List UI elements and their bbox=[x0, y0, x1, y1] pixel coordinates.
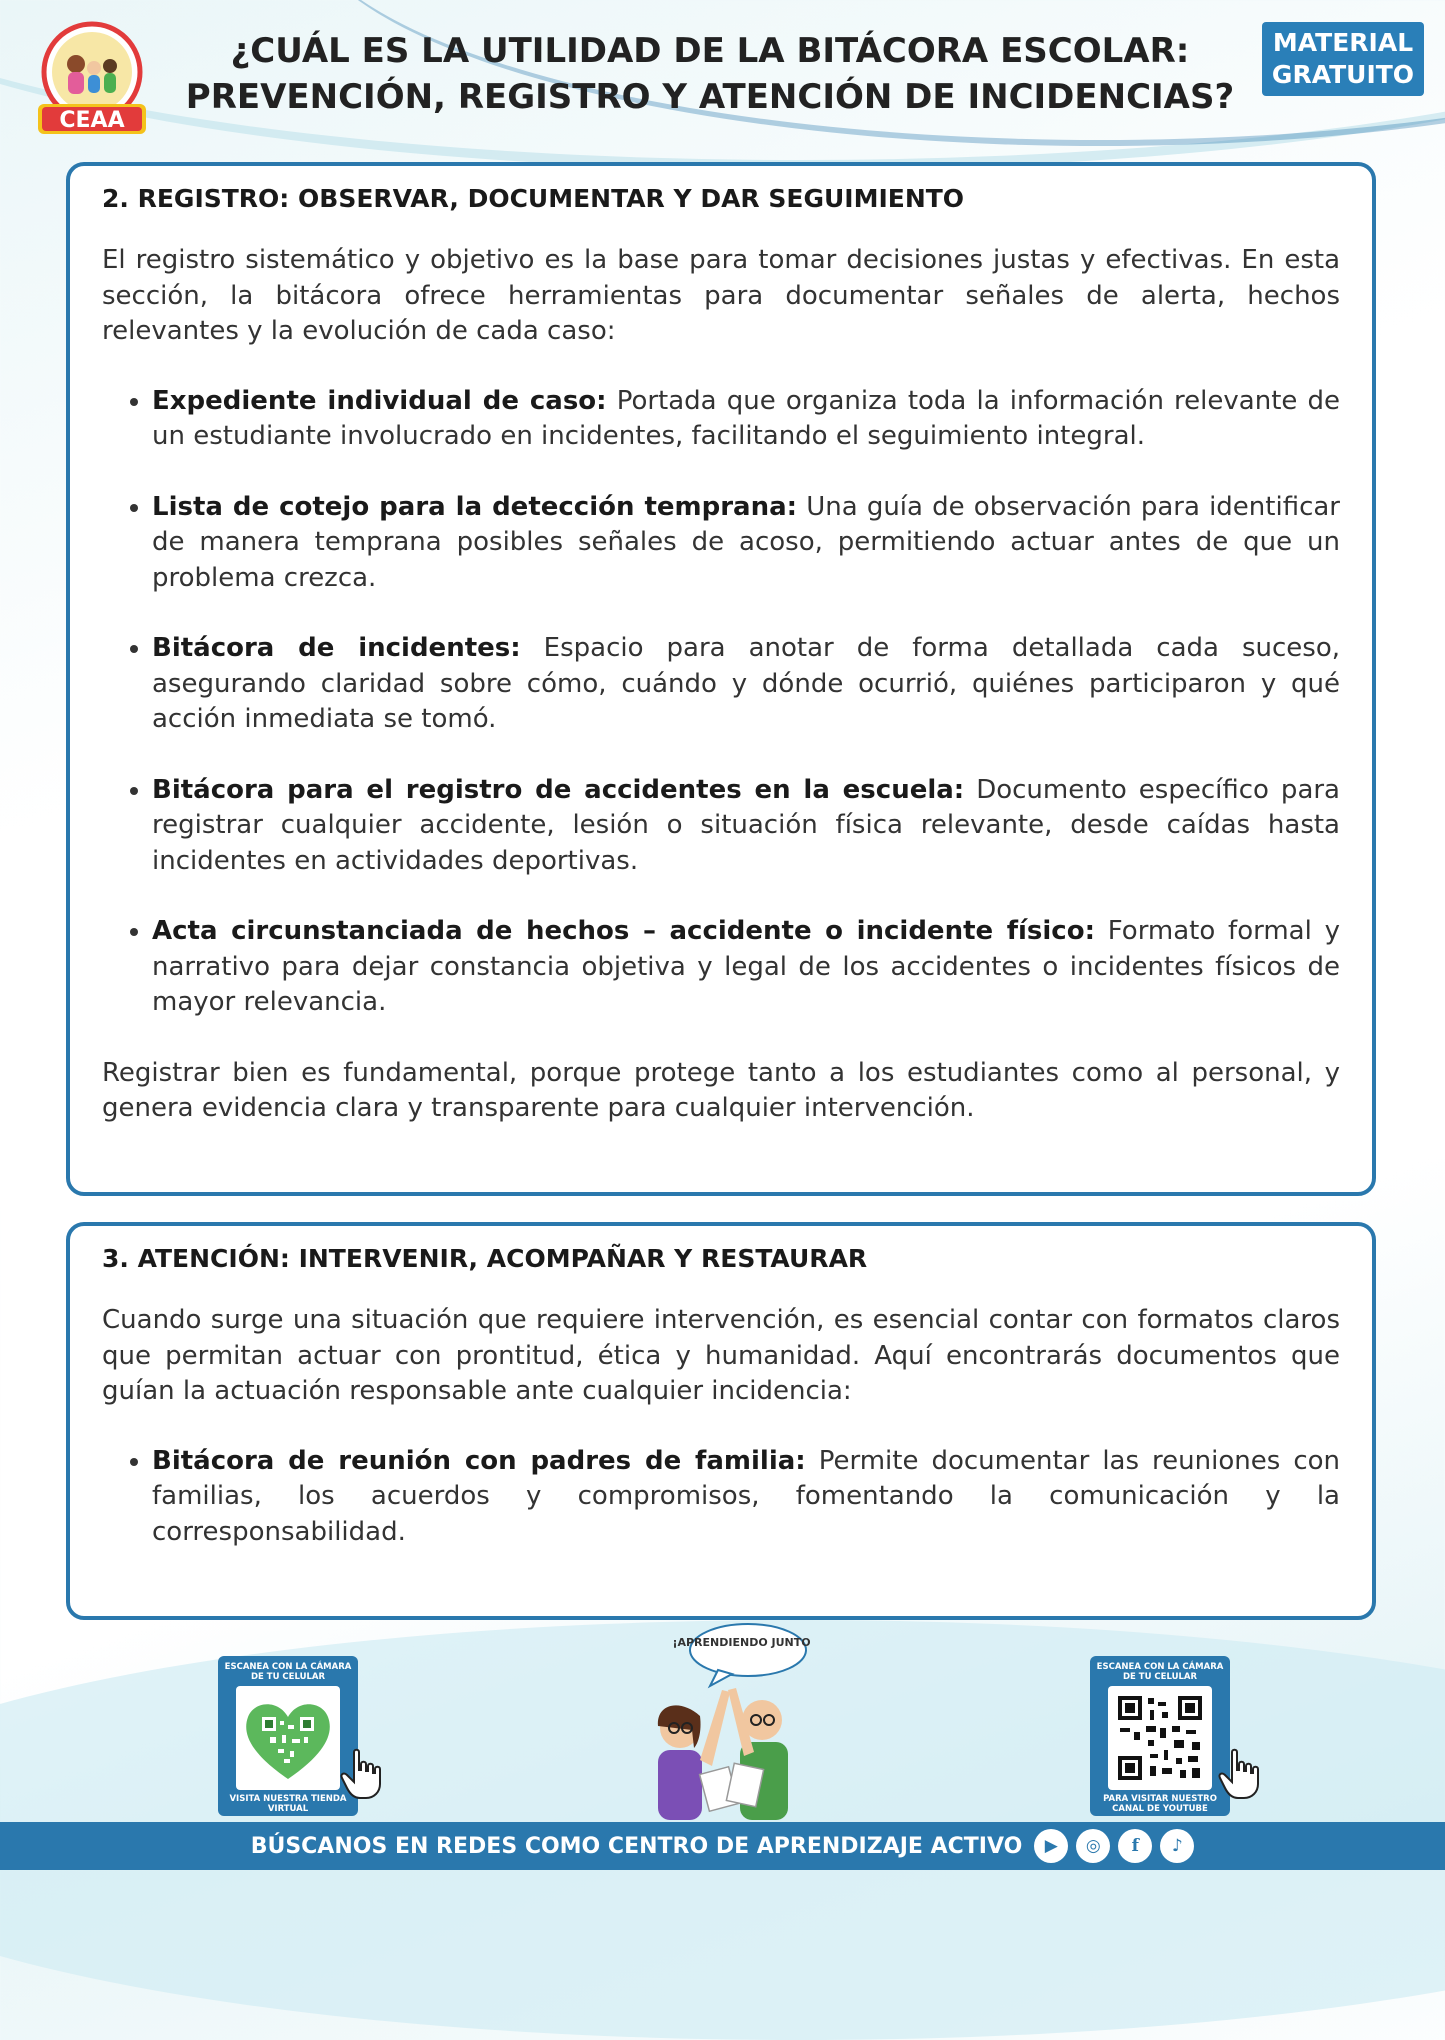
qr-caption-bottom: VISITA NUESTRA TIENDA VIRTUAL bbox=[229, 1794, 347, 1814]
heart-qr-code-icon[interactable] bbox=[236, 1686, 340, 1790]
item-text: Una guía de observación para identificar de manera temprana posibles señales de acoso, permitiendo actuar antes de que un problema crezca. bbox=[152, 491, 1340, 593]
free-material-badge bbox=[1262, 22, 1424, 96]
section-heading: 2. REGISTRO: OBSERVAR, DOCUMENTAR Y DAR SEGUIMIENTO bbox=[102, 184, 965, 213]
social-icons bbox=[1034, 1829, 1194, 1863]
list-item bbox=[152, 773, 1340, 880]
badge-line-1: MATERIAL bbox=[1272, 28, 1414, 57]
tiktok-icon[interactable]: ♪ bbox=[1160, 1829, 1194, 1863]
pointing-hand-icon bbox=[340, 1748, 386, 1800]
instagram-icon[interactable]: ◎ bbox=[1076, 1829, 1110, 1863]
list-item bbox=[152, 490, 1340, 597]
badge-line-2: GRATUITO bbox=[1271, 60, 1415, 89]
section-closing: Registrar bien es fundamental, porque protege tanto a los estudiantes como al personal, y genera evidencia clara y transparente para cualquier intervención. bbox=[102, 1057, 1340, 1123]
item-text: Documento específico para registrar cualquier accidente, lesión o situación física relevante, desde caídas hasta incidentes en actividades deportivas. bbox=[152, 774, 1340, 876]
qr-caption-top: ESCANEA CON LA CÁMARA DE TU CELULAR bbox=[224, 1662, 352, 1682]
speech-bubble-text: ¡APRENDIENDO JUNTOS! bbox=[672, 1636, 810, 1649]
footer-bar bbox=[0, 1822, 1445, 1870]
section-heading: 3. ATENCIÓN: INTERVENIR, ACOMPAÑAR Y RESTAURAR bbox=[102, 1244, 868, 1273]
item-text: Espacio para anotar de forma detallada cada suceso, asegurando claridad sobre cómo, cuándo y dónde ocurrió, quiénes participaron y qué acción inmediata se tomó. bbox=[152, 633, 1340, 734]
section-atencion-card bbox=[66, 1222, 1376, 1620]
logo-text: CEAA bbox=[59, 108, 125, 133]
section-registro-card bbox=[66, 162, 1376, 1196]
tools-list bbox=[102, 384, 1340, 1021]
tools-list bbox=[102, 1444, 1340, 1551]
page-title bbox=[180, 28, 1240, 120]
qr-code-icon[interactable] bbox=[1108, 1686, 1212, 1790]
item-title: Lista de cotejo para la detección temprana: bbox=[152, 491, 798, 522]
footer-text: BÚSCANOS EN REDES COMO CENTRO DE APRENDIZAJE ACTIVO bbox=[250, 1833, 1023, 1859]
ceaa-logo bbox=[28, 20, 156, 138]
list-item bbox=[152, 1444, 1340, 1551]
facebook-icon[interactable]: f bbox=[1118, 1829, 1152, 1863]
title-line-1: ¿CUÁL ES LA UTILIDAD DE LA BITÁCORA ESCOLAR: bbox=[230, 31, 1190, 71]
item-text: Formato formal y narrativo para dejar constancia objetiva y legal de los accidentes o incidentes físicos de mayor relevancia. bbox=[152, 916, 1340, 1017]
item-text: Permite documentar las reuniones con familias, los acuerdos y compromisos, fomentando la comunicación y la corresponsabilidad. bbox=[152, 1445, 1341, 1547]
list-item bbox=[152, 384, 1340, 455]
item-title: Expediente individual de caso: bbox=[152, 385, 607, 416]
youtube-icon[interactable]: ▶ bbox=[1034, 1829, 1068, 1863]
item-text: Portada que organiza toda la información relevante de un estudiante involucrado en incidentes, facilitando el seguimiento integral. bbox=[152, 385, 1341, 451]
item-title: Acta circunstanciada de hechos – accidente o incidente físico: bbox=[152, 916, 1095, 946]
youtube-qr-card[interactable] bbox=[1090, 1656, 1230, 1816]
section-intro: Cuando surge una situación que requiere intervención, es esencial contar con formatos claros que permitan actuar con prontitud, ética y humanidad. Aquí encontrarás documentos que guían la actuación responsable ante cualquier incidencia: bbox=[102, 1305, 1340, 1406]
store-qr-card[interactable] bbox=[218, 1656, 358, 1816]
section-intro: El registro sistemático y objetivo es la base para tomar decisiones justas y efectivas. En esta sección, la bitácora ofrece herramientas para documentar señales de alerta, hechos relevantes y la evolución de cada caso: bbox=[102, 245, 1340, 346]
qr-caption-top: ESCANEA CON LA CÁMARA DE TU CELULAR bbox=[1096, 1662, 1224, 1682]
item-title: Bitácora para el registro de accidentes en la escuela: bbox=[152, 774, 965, 805]
list-item bbox=[152, 631, 1340, 738]
title-line-2: PREVENCIÓN, REGISTRO Y ATENCIÓN DE INCIDENCIAS? bbox=[185, 77, 1235, 117]
item-title: Bitácora de incidentes: bbox=[152, 633, 521, 663]
pointing-hand-icon bbox=[1218, 1748, 1264, 1800]
list-item bbox=[152, 914, 1340, 1021]
item-title: Bitácora de reunión con padres de familia: bbox=[152, 1445, 806, 1476]
qr-caption-bottom: PARA VISITAR NUESTRO CANAL DE YOUTUBE bbox=[1103, 1794, 1217, 1814]
teachers-high-five-illustration bbox=[640, 1620, 810, 1820]
